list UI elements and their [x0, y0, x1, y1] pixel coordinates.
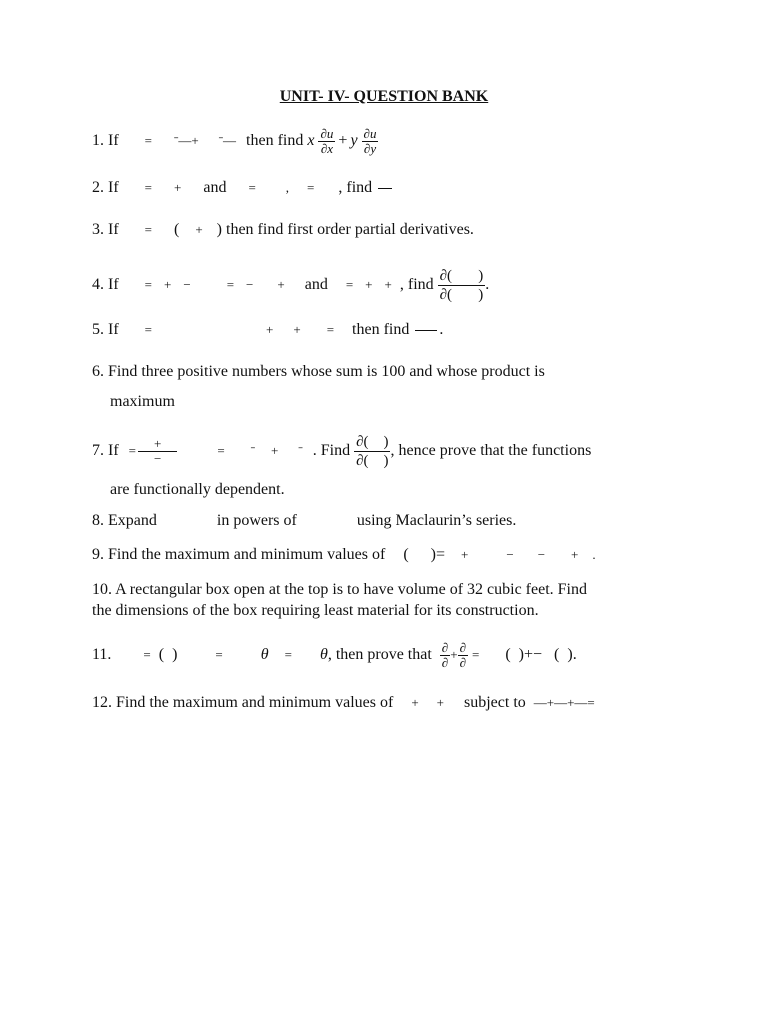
- question-6: 6. Find three positive numbers whose sum is 100 and whose product is: [92, 363, 545, 380]
- jacobian-fraction-7: $\frac{\partial( )}{\partial( )}$: [356, 434, 389, 469]
- question-1: 1. If = ˉ—+ ˉ— then find x $\frac{\partial u}{\partial x}$ + y $\frac{\partial u}{\partial y}$: [92, 126, 377, 156]
- question-9: 9. Find the maximum and minimum values of ( )= + − − + .: [92, 546, 596, 563]
- question-7-cont: are functionally dependent.: [110, 481, 285, 498]
- question-5: 5. If = + + = then find .: [92, 321, 444, 338]
- jacobian-fraction: $\frac{\partial( )}{\partial( )}$: [439, 268, 484, 303]
- question-3: 3. If = ( + ) then find first order partial derivatives.: [92, 221, 474, 238]
- question-4: 4. If = + − = − + and = + + , find $\frac{\partial( )}{\partial( )}$ .: [92, 268, 490, 303]
- du-dx-fraction: $\frac{\partial u}{\partial x}$: [320, 126, 334, 156]
- du-dy-fraction: $\frac{\partial u}{\partial y}$: [363, 126, 377, 156]
- question-12: 12. Find the maximum and minimum values of + + subject to —+—+—=: [92, 694, 595, 711]
- question-11: 11. = ( ) = θ = θ, then prove that $\frac{\partial}{\partial}$ + $\frac{\partial}{\partial}$ = ( )+− ( ).: [92, 640, 577, 670]
- question-8: 8. Expand in powers of using Maclaurin’s series.: [92, 512, 517, 529]
- question-10-cont: the dimensions of the box requiring least material for its construction.: [92, 602, 539, 619]
- question-6-cont: maximum: [110, 393, 175, 410]
- question-7: 7. If = $\frac{+}{-}$ = ˉ + ˉ . Find $\frac{\partial( )}{\partial( )}$ , hence prove that the functions: [92, 434, 592, 469]
- question-10: 10. A rectangular box open at the top is to have volume of 32 cubic feet. Find: [92, 581, 587, 598]
- question-2: 2. If = + and = , = , find: [92, 178, 394, 198]
- page-title: UNIT- IV- QUESTION BANK: [279, 88, 489, 105]
